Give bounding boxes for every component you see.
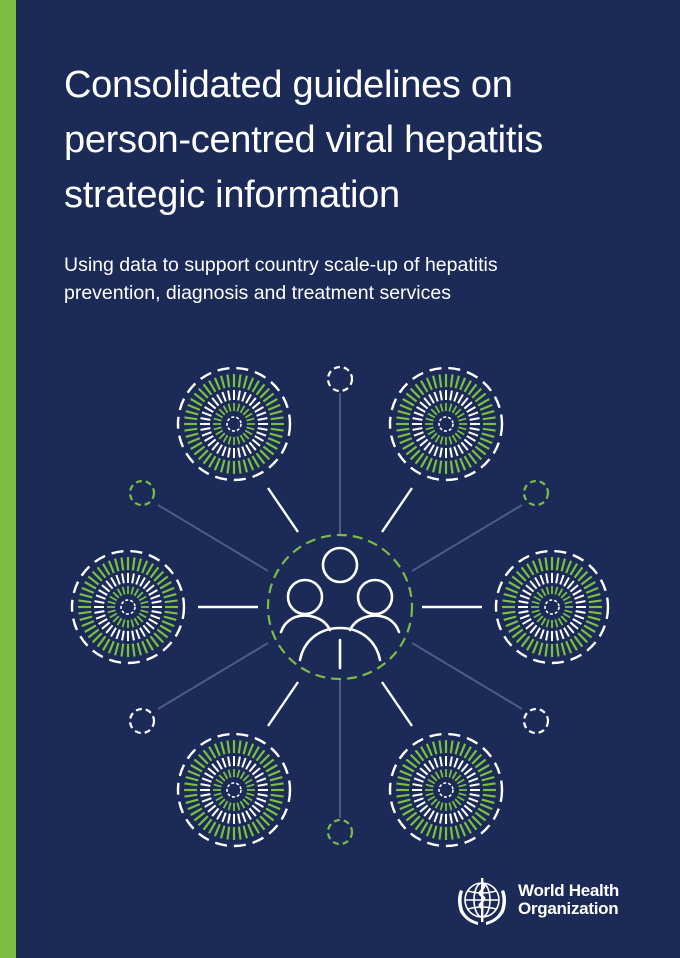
who-name-line-1: World Health	[518, 881, 619, 900]
dashed-circle-icon	[524, 709, 548, 733]
title-line-3: strategic information	[64, 174, 400, 216]
who-name	[518, 882, 619, 918]
data-burst-icon	[178, 368, 290, 480]
dashed-circle-icon	[328, 820, 352, 844]
connector-line	[158, 505, 268, 571]
data-burst-icon	[72, 551, 184, 663]
data-burst-icon	[178, 734, 290, 846]
connector-line	[268, 488, 298, 532]
people-group-icon	[268, 535, 412, 679]
subtitle-line-2: prevention, diagnosis and treatment services	[64, 282, 451, 304]
connector-line	[382, 488, 412, 532]
data-burst-icon	[390, 368, 502, 480]
dashed-circle-icon	[328, 367, 352, 391]
who-name-line-2: Organization	[518, 899, 619, 918]
connector-line	[268, 682, 298, 726]
dashed-circle-icon	[130, 481, 154, 505]
subtitle-line-1: Using data to support country scale-up of hepatitis	[64, 254, 498, 276]
connector-line	[412, 643, 522, 709]
title-line-1: Consolidated guidelines on	[64, 64, 513, 106]
dashed-circle-icon	[130, 709, 154, 733]
connector-line	[158, 643, 268, 709]
connector-line	[412, 505, 522, 571]
title-line-2: person-centred viral hepatitis	[64, 119, 543, 161]
data-burst-icon	[496, 551, 608, 663]
data-burst-icon	[390, 734, 502, 846]
dashed-circle-icon	[524, 481, 548, 505]
who-emblem-icon	[452, 870, 512, 930]
connector-line	[382, 682, 412, 726]
who-logo	[452, 870, 619, 930]
